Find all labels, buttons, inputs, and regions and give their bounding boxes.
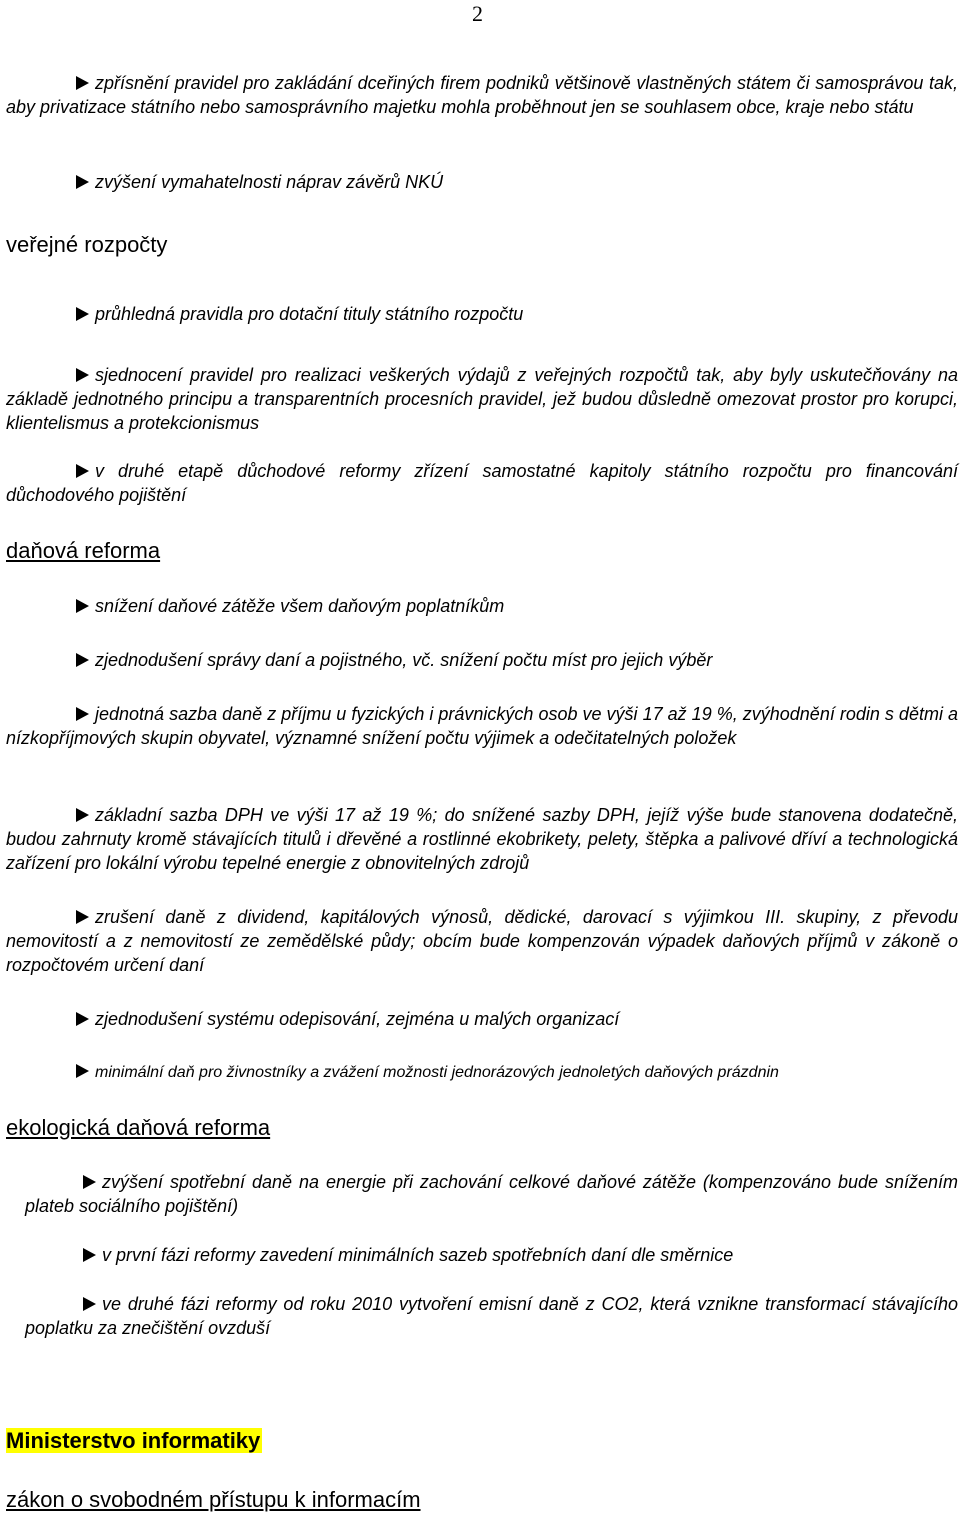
right-triangle-arrow-icon xyxy=(76,653,89,667)
right-triangle-arrow-icon xyxy=(76,910,89,924)
right-triangle-arrow-icon xyxy=(76,1064,89,1078)
right-triangle-arrow-icon xyxy=(76,76,89,90)
list-item-text: jednotná sazba daně z příjmu u fyzických i právnických osob ve výši 17 až 19 %, zvýhodnění rodin s dětmi a nízkopříjmových skupin obyvatel, významné snížení počtu výjimek a odečitatelných položek xyxy=(6,704,958,748)
list-item-text: zvýšení spotřební daně na energie při zachování celkové daňové zátěže (kompenzováno bude snížením plateb sociálního pojištění) xyxy=(25,1172,958,1216)
list-item-text: zjednodušení systému odepisování, zejména u malých organizací xyxy=(95,1009,620,1029)
list-item xyxy=(6,702,958,750)
right-triangle-arrow-icon xyxy=(83,1175,96,1189)
list-item-text: snížení daňové zátěže všem daňovým poplatníkům xyxy=(95,596,505,616)
list-item xyxy=(6,648,958,672)
section-heading: zákon o svobodném přístupu k informacím xyxy=(6,1487,421,1512)
section-heading: daňová reforma xyxy=(6,538,161,563)
list-item-text: v první fázi reformy zavedení minimálních sazeb spotřebních daní dle směrnice xyxy=(102,1245,734,1265)
list-item xyxy=(25,1170,958,1218)
list-item xyxy=(25,1292,958,1340)
page-number: 2 xyxy=(472,1,483,26)
list-item xyxy=(6,803,958,875)
list-item-text: zpřísnění pravidel pro zakládání dceřiných firem podniků většinově vlastněných státem či samosprávou tak, aby privatizace státního nebo samosprávního majetku mohla proběhnout jen se souhlasem obce, kraje nebo státu xyxy=(6,73,958,117)
right-triangle-arrow-icon xyxy=(83,1248,96,1262)
list-item xyxy=(6,302,958,326)
list-item xyxy=(25,1243,958,1267)
right-triangle-arrow-icon xyxy=(76,1012,89,1026)
list-item xyxy=(6,459,958,507)
ministry-heading xyxy=(6,1428,262,1454)
section-heading: veřejné rozpočty xyxy=(6,232,168,257)
list-item-text: zrušení daně z dividend, kapitálových výnosů, dědické, darovací s výjimkou III. skupiny, z převodu nemovitostí a z nemovitostí ze zemědělské půdy; obcím bude kompenzován výpadek daňových příjmů v zákoně o rozpočtovém určení daní xyxy=(6,907,958,975)
list-item-text: zjednodušení správy daní a pojistného, vč. snížení počtu míst pro jejich výběr xyxy=(95,650,713,670)
list-item-text: zvýšení vymahatelnosti náprav závěrů NKÚ xyxy=(95,172,444,192)
highlighted-heading-text: Ministerstvo informatiky xyxy=(6,1428,261,1453)
list-item-text: v druhé etapě důchodové reformy zřízení samostatné kapitoly státního rozpočtu pro financování důchodového pojištění xyxy=(6,461,958,505)
list-item-text: základní sazba DPH ve výši 17 až 19 %; do snížené sazby DPH, jejíž výše bude stanovena dodatečně, budou zahrnuty kromě stávajících titulů i dřevěné a rostlinné ekobrikety, pelety, štěpka a palivové dříví a technologická zařízení pro lokální výrobu tepelné energie z obnovitelných zdrojů xyxy=(6,805,958,873)
list-item xyxy=(6,170,958,194)
right-triangle-arrow-icon xyxy=(76,307,89,321)
right-triangle-arrow-icon xyxy=(76,599,89,613)
list-item xyxy=(6,71,958,119)
right-triangle-arrow-icon xyxy=(76,808,89,822)
list-item-text: ve druhé fázi reformy od roku 2010 vytvoření emisní daně z CO2, která vznikne transformací stávajícího poplatku za znečištění ovzduší xyxy=(25,1294,958,1338)
right-triangle-arrow-icon xyxy=(76,707,89,721)
right-triangle-arrow-icon xyxy=(76,175,89,189)
right-triangle-arrow-icon xyxy=(76,464,89,478)
list-item-text: minimální daň pro živnostníky a zvážení možnosti jednorázových jednoletých daňových prázdnin xyxy=(95,1064,779,1081)
section-heading: ekologická daňová reforma xyxy=(6,1115,271,1140)
list-item xyxy=(6,1007,958,1031)
list-item xyxy=(6,594,958,618)
right-triangle-arrow-icon xyxy=(83,1297,96,1311)
list-item xyxy=(6,1061,958,1085)
right-triangle-arrow-icon xyxy=(76,368,89,382)
list-item xyxy=(6,363,958,435)
list-item-text: sjednocení pravidel pro realizaci veškerých výdajů z veřejných rozpočtů tak, aby byly uskutečňovány na základě jednotného principu a transparentních procesních pravidel, jež budou důsledně omezovat prostor pro korupci, klientelismus a protekcionismus xyxy=(6,365,958,433)
list-item xyxy=(6,905,958,977)
list-item-text: průhledná pravidla pro dotační tituly státního rozpočtu xyxy=(95,304,524,324)
